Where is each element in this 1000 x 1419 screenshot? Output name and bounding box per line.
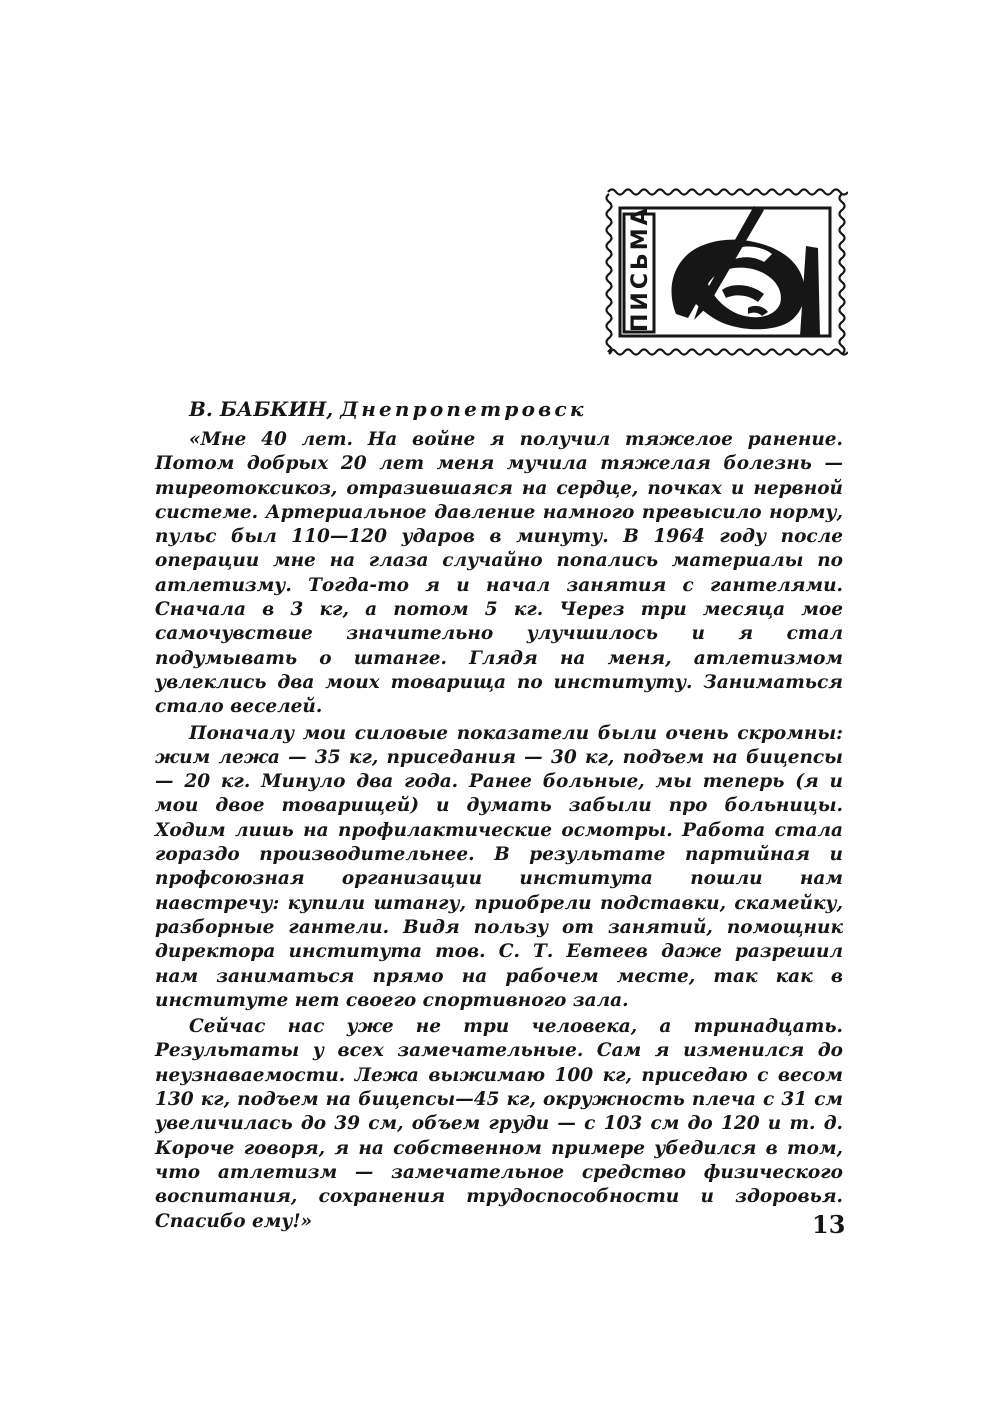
author-city: Днепропетровск [340,397,587,421]
letters-stamp [604,186,848,360]
letter-body [155,396,843,1234]
author-name: В. БАБКИН, [189,397,334,421]
letter-paragraph: Поначалу мои силовые показатели были очень скромны: жим лежа — 35 кг, приседания — 30 кг, подъем на бицепсы — 20 кг. Минуло два года. Ранее больные, мы теперь (я и мои двое товарищей) и думать забыли про больницы. Ходим лишь на профилактические осмотры. Работа стала гораздо производительнее. В результате партийная и профсоюзная организации института пошли нам навстречу: купили штангу, приобрели подставки, скамейку, разборные гантели. Видя пользу от занятий, помощник директора института тов. С. Т. Евтеев даже разрешил нам заниматься прямо на рабочем месте, так как в институте нет своего спортивного зала. [155,722,843,1011]
letter-author-line [189,396,843,422]
letter-paragraph: «Мне 40 лет. На войне я получил тяжелое ранение. Потом добрых 20 лет меня мучила тяжелая болезнь — тиреотоксикоз, отразившаяся на сердце, почках и нервной системе. Артериальное давление намного превысило норму, пульс был 110—120 ударов в минуту. В 1964 году после операции мне на глаза случайно попались материалы по атлетизму. Тогда-то я и начал занятия с гантелями. Сначала в 3 кг, а потом 5 кг. Через три месяца мое самочувствие значительно улучшилось и я стал подумывать о штанге. Глядя на меня, атлетизмом увлеклись два моих товарища по институту. Заниматься стало веселей. [155,429,843,718]
letter-paragraph: Сейчас нас уже не три человека, а тринадцать. Результаты у всех замечательные. Сам я изменился до неузнаваемости. Лежа выжимаю 100 кг, приседаю с весом 130 кг, подъем на бицепсы—45 кг, окружность плеча с 31 см увеличилась до 39 см, объем груди — с 103 см до 120 и т. д. Короче говоря, я на собственном примере убедился в том, что атлетизм — замечательное средство физического воспитания, сохранения трудоспособности и здоровья. Спасибо ему!» [155,1016,843,1232]
stamp-label: ПИСЬМА [628,205,653,332]
page-number: 13 [812,1210,846,1239]
